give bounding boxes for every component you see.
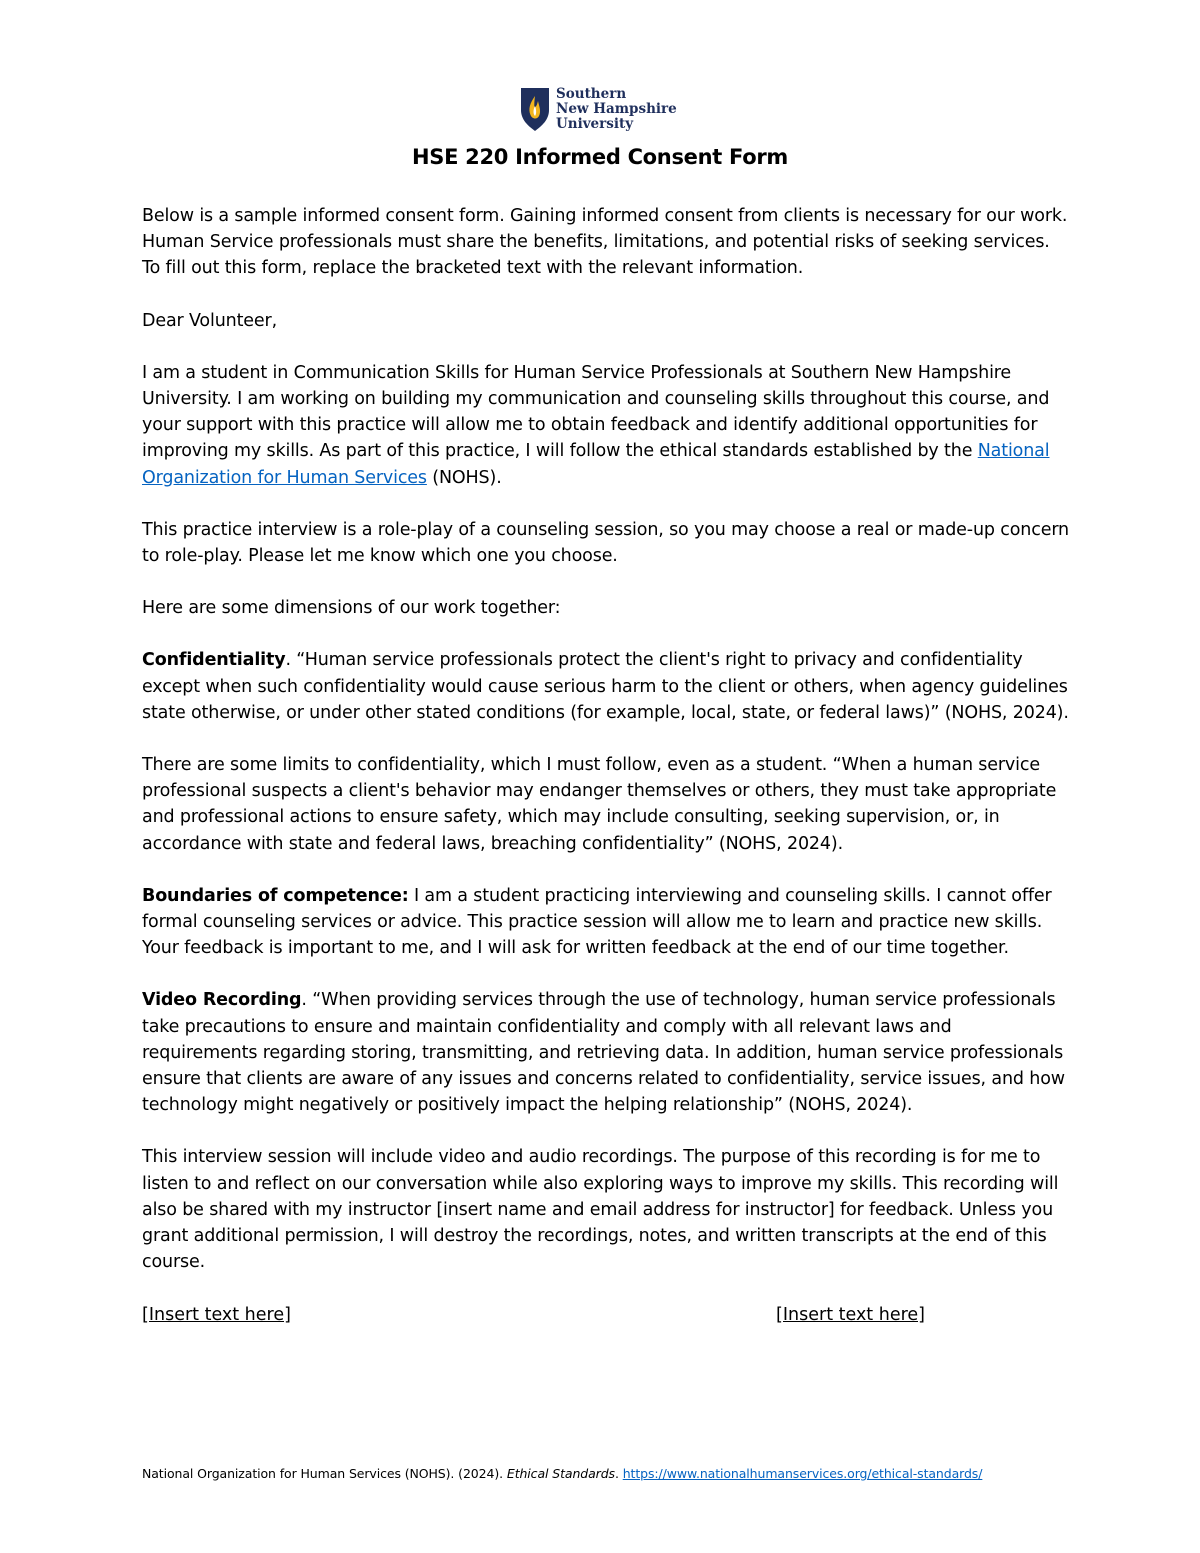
logo-line-2: New Hampshire <box>556 100 677 117</box>
intro-paragraph: Below is a sample informed consent form. Gaining informed consent from clients is necessary for our work. Human Service professionals must share the benefits, limitations, and potential risks of seeking services. To fill out this form, replace the bracketed text with the relevant information. <box>142 206 1068 279</box>
page-title: HSE 220 Informed Consent Form <box>412 145 788 169</box>
video-recording-heading: Video Recording <box>142 990 302 1011</box>
citation-title: Ethical Standards <box>506 1466 615 1481</box>
salutation: Dear Volunteer, <box>142 310 277 331</box>
student-intro-suffix: (NOHS). <box>426 467 502 488</box>
nohs-link[interactable]: National Organization for Human Services <box>142 441 1050 488</box>
competence-text: I am a student practicing interviewing and counseling skills. I cannot offer formal counseling services or advice. This practice session will allow me to learn and practice new skills. Your feedback is important to me, and I will ask for written feedback at the end of our time together. <box>142 885 1052 959</box>
citation-text: National Organization for Human Services (NOHS). (2024). <box>142 1466 507 1481</box>
signature-field-right[interactable]: [Insert text here] <box>776 1304 925 1325</box>
logo-wordmark <box>556 87 677 132</box>
university-logo <box>520 84 677 134</box>
recording-paragraph: This interview session will include video and audio recordings. The purpose of this recording is for me to listen to and reflect on our conversation while also exploring ways to improve my skills. This recording will also be shared with my instructor [insert name and email address for instructor] for feedback. Unless you grant additional permission, I will destroy the recordings, notes, and written transcripts at the end of this course. <box>142 1147 1059 1273</box>
student-intro-text: I am a student in Communication Skills for Human Service Professionals at Southern New Hampshire University. I am working on building my communication and counseling skills throughout this course, and your support with this practice will allow me to obtain feedback and identify additional opportunities for improving my skills. As part of this practice, I will follow the ethical standards established by the <box>142 362 1050 462</box>
role-play-paragraph: This practice interview is a role-play of a counseling session, so you may choose a real or made-up concern to role-play. Please let me know which one you choose. <box>142 519 1069 567</box>
video-recording-paragraph <box>142 987 1072 1118</box>
competence-paragraph <box>142 883 1072 962</box>
video-recording-text: . “When providing services through the use of technology, human service professionals take precautions to ensure and maintain confidentiality and comply with all relevant laws and requirements regarding storing, transmitting, and retrieving data. In addition, human service professionals ensure that clients are aware of any issues and concerns related to confidentiality, service issues, and how technology might negatively or positively impact the helping relationship” (NOHS, 2024). <box>142 990 1065 1116</box>
footer-citation <box>142 1466 982 1481</box>
competence-heading: Boundaries of competence: <box>142 885 409 906</box>
signature-row <box>142 1302 925 1328</box>
confidentiality-text: . “Human service professionals protect the client's right to privacy and confidentiality except when such confidentiality would cause serious harm to the client or others, when agency guidelines state otherwise, or under other stated conditions (for example, local, state, or federal laws)” (NOHS, 2024). <box>142 650 1069 723</box>
confidentiality-heading: Confidentiality <box>142 650 286 671</box>
student-intro-paragraph <box>142 360 1072 491</box>
form-body <box>142 203 1072 1328</box>
dimensions-paragraph: Here are some dimensions of our work together: <box>142 598 561 619</box>
logo-line-3: University <box>556 115 634 132</box>
citation-separator: . <box>614 1466 623 1481</box>
limits-paragraph: There are some limits to confidentiality, which I must follow, even as a student. “When a human service professional suspects a client's behavior may endanger themselves or others, they must take appropriate and professional actions to ensure safety, which may include consulting, seeking supervision, or, in accordance with state and federal laws, breaching confidentiality” (NOHS, 2024). <box>142 755 1057 854</box>
confidentiality-paragraph <box>142 647 1072 726</box>
snhu-shield-flame-icon <box>520 86 550 132</box>
citation-url-link[interactable]: https://www.nationalhumanservices.org/ethical-standards/ <box>622 1466 983 1481</box>
logo-line-1: Southern <box>556 85 627 102</box>
signature-field-left[interactable]: [Insert text here] <box>142 1304 291 1325</box>
